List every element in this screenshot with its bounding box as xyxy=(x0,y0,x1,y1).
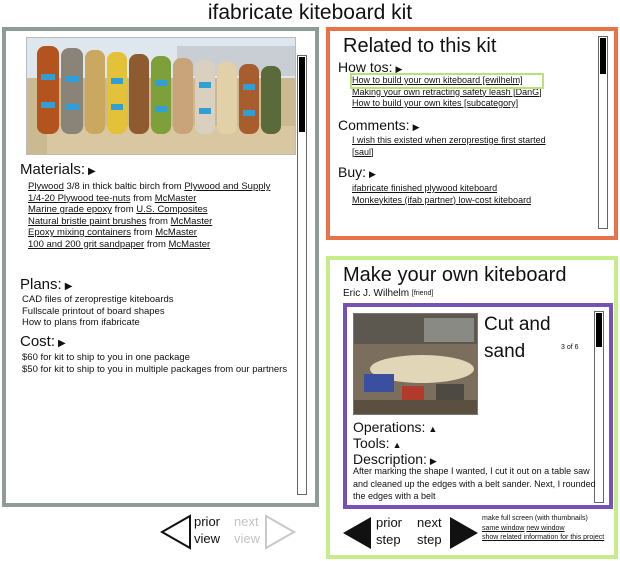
step-count: 3 of 6 xyxy=(561,344,579,351)
howtos-list xyxy=(352,75,542,110)
materials-heading[interactable]: Materials: ▶ xyxy=(20,161,96,178)
make-title: Make your own kiteboard xyxy=(343,264,567,286)
howto-link[interactable]: How to build your own kiteboard [ewilhelm] xyxy=(352,75,542,87)
prior-step-arrow-icon[interactable] xyxy=(341,516,373,550)
material-item: Marine grade epoxy from U.S. Composites xyxy=(28,204,208,215)
next-step-button[interactable]: next step xyxy=(417,515,442,547)
plans-heading[interactable]: Plans: ▶ xyxy=(20,276,73,293)
description-heading[interactable]: Description: ▶ xyxy=(353,451,437,467)
operations-heading[interactable]: Operations: ▲ xyxy=(353,419,438,435)
material-item: Epoxy mixing containers from McMaster xyxy=(28,227,197,238)
kit-panel xyxy=(2,27,319,507)
step-photo xyxy=(353,313,478,415)
materials-list xyxy=(28,181,296,250)
view-options xyxy=(482,514,614,543)
howto-link[interactable]: How to build your own kites [subcategory] xyxy=(352,98,519,108)
expand-triangle-icon[interactable]: ▶ xyxy=(64,281,73,292)
expand-triangle-icon[interactable]: ▶ xyxy=(58,338,66,349)
related-scrollbar-thumb[interactable] xyxy=(600,38,606,74)
kit-scrollbar[interactable] xyxy=(297,55,307,495)
buy-list xyxy=(352,183,531,206)
plans-list xyxy=(22,294,292,329)
buy-link[interactable]: Monkeykites (ifab partner) low-cost kiteboard xyxy=(352,194,532,205)
buy-link[interactable]: ifabricate finished plywood kiteboard xyxy=(352,183,498,193)
expand-triangle-icon[interactable]: ▶ xyxy=(395,64,403,74)
howtos-heading[interactable]: How tos: ▶ xyxy=(338,59,403,75)
author-tag: [friend] xyxy=(411,290,434,297)
collapse-triangle-icon[interactable]: ▲ xyxy=(428,424,438,434)
author-name[interactable]: Eric J. Wilhelm xyxy=(343,288,410,299)
next-view-button: next view xyxy=(234,514,261,546)
related-title: Related to this kit xyxy=(343,35,497,57)
material-item: 1/4-20 Plywood tee-nuts from McMaster xyxy=(28,192,197,204)
expand-triangle-icon[interactable]: ▶ xyxy=(369,169,376,179)
material-item: 100 and 200 grit sandpaper from McMaster xyxy=(28,238,211,250)
tools-heading[interactable]: Tools: ▲ xyxy=(353,435,402,451)
cost-item: $60 for kit to ship to you in one package xyxy=(22,352,190,363)
howto-link[interactable]: Making your own retracting safety leash [DanG] xyxy=(352,86,542,97)
step-scrollbar-thumb[interactable] xyxy=(596,313,602,347)
expand-triangle-icon[interactable]: ▶ xyxy=(88,166,96,177)
buy-heading[interactable]: Buy: ▶ xyxy=(338,164,376,180)
plan-item: CAD files of zeroprestige kiteboards xyxy=(22,294,174,305)
related-panel xyxy=(326,27,618,240)
cost-item: $50 for kit to ship to you in multiple packages from our partners xyxy=(22,363,288,375)
prior-view-arrow-icon[interactable] xyxy=(160,514,192,550)
related-scrollbar[interactable] xyxy=(598,36,608,229)
new-window-link[interactable]: new window xyxy=(526,524,565,532)
collapse-triangle-icon[interactable]: ▲ xyxy=(392,440,402,450)
cost-heading[interactable]: Cost: ▶ xyxy=(20,333,66,350)
comments-list xyxy=(352,135,546,158)
step-description: After marking the shape I wanted, I cut it out on a table saw and cleaned up the edges with a belt sander. Next, I rounded the edges with a belt xyxy=(353,466,596,501)
cost-list xyxy=(22,352,290,375)
expand-triangle-icon[interactable]: ▶ xyxy=(412,122,420,132)
page-title: ifabricate kiteboard kit xyxy=(207,1,413,24)
prior-view-button[interactable]: prior view xyxy=(194,514,221,546)
material-item: Natural bristle paint brushes from McMaster xyxy=(28,215,213,227)
material-item: Plywood 3/8 in thick baltic birch from Plywood and Supply xyxy=(28,181,271,192)
show-related-link[interactable]: show related information for this project xyxy=(482,534,605,541)
plan-item: Fullscale printout of board shapes xyxy=(22,305,165,317)
plan-item: How to plans from ifabricate xyxy=(22,317,140,328)
next-step-arrow-icon[interactable] xyxy=(448,516,480,550)
comment-link[interactable]: I wish this existed when zeroprestige first started xyxy=(352,135,546,145)
author-line xyxy=(343,288,433,300)
comments-heading[interactable]: Comments: ▶ xyxy=(338,117,420,133)
next-view-arrow-icon xyxy=(264,514,296,550)
prior-step-button[interactable]: prior step xyxy=(376,515,403,547)
step-title: Cut and sand xyxy=(484,314,551,362)
comment-author-link[interactable]: [saul] xyxy=(352,146,374,157)
fullscreen-label: make full screen (with thumbnails) xyxy=(482,515,588,522)
step-box xyxy=(343,303,613,509)
kit-scrollbar-thumb[interactable] xyxy=(299,57,305,132)
kiteboards-photo xyxy=(26,37,296,155)
same-window-link[interactable]: same window xyxy=(482,524,525,532)
expand-triangle-icon[interactable]: ▶ xyxy=(429,456,437,466)
